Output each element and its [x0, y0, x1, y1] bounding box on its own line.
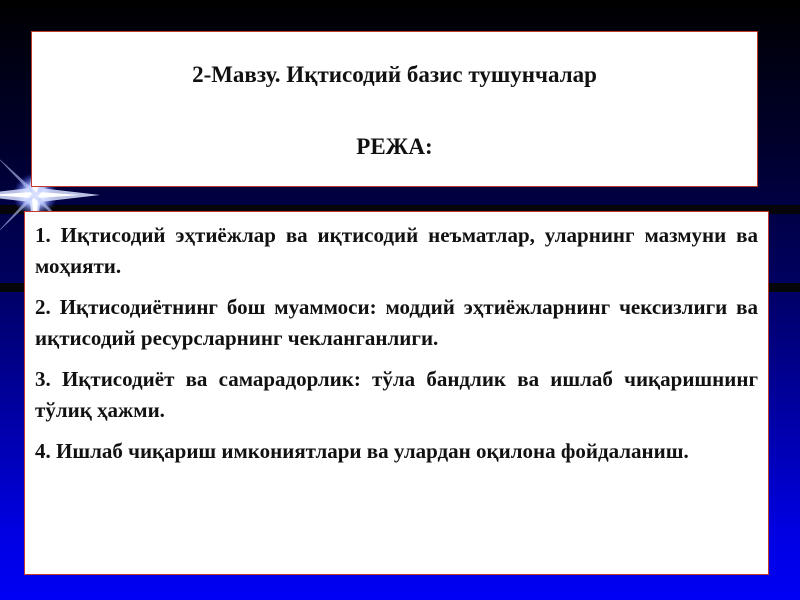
plan-item-2: 2. Иқтисодиётнинг бош муаммоси: моддий эҳтиёжларнинг чексизлиги ва иқтисодий ресурсларнинг чекланганлиги.: [35, 295, 758, 350]
content-box: [24, 211, 769, 575]
plan-item-1: 1. Иқтисодий эҳтиёжлар ва иқтисодий неъматлар, уларнинг мазмуни ва моҳияти.: [35, 223, 758, 278]
plan-item-4: 4. Ишлаб чиқариш имкониятлари ва улардан оқилона фойдаланиш.: [35, 439, 689, 463]
slide-subtitle: РЕЖА:: [356, 134, 433, 159]
title-box: [31, 31, 758, 187]
plan-item-3: 3. Иқтисодиёт ва самарадорлик: тўла бандлик ва ишлаб чиқаришнинг тўлиқ ҳажми.: [35, 367, 758, 422]
slide-title: 2-Мавзу. Иқтисодий базис тушунчалар: [192, 62, 597, 87]
